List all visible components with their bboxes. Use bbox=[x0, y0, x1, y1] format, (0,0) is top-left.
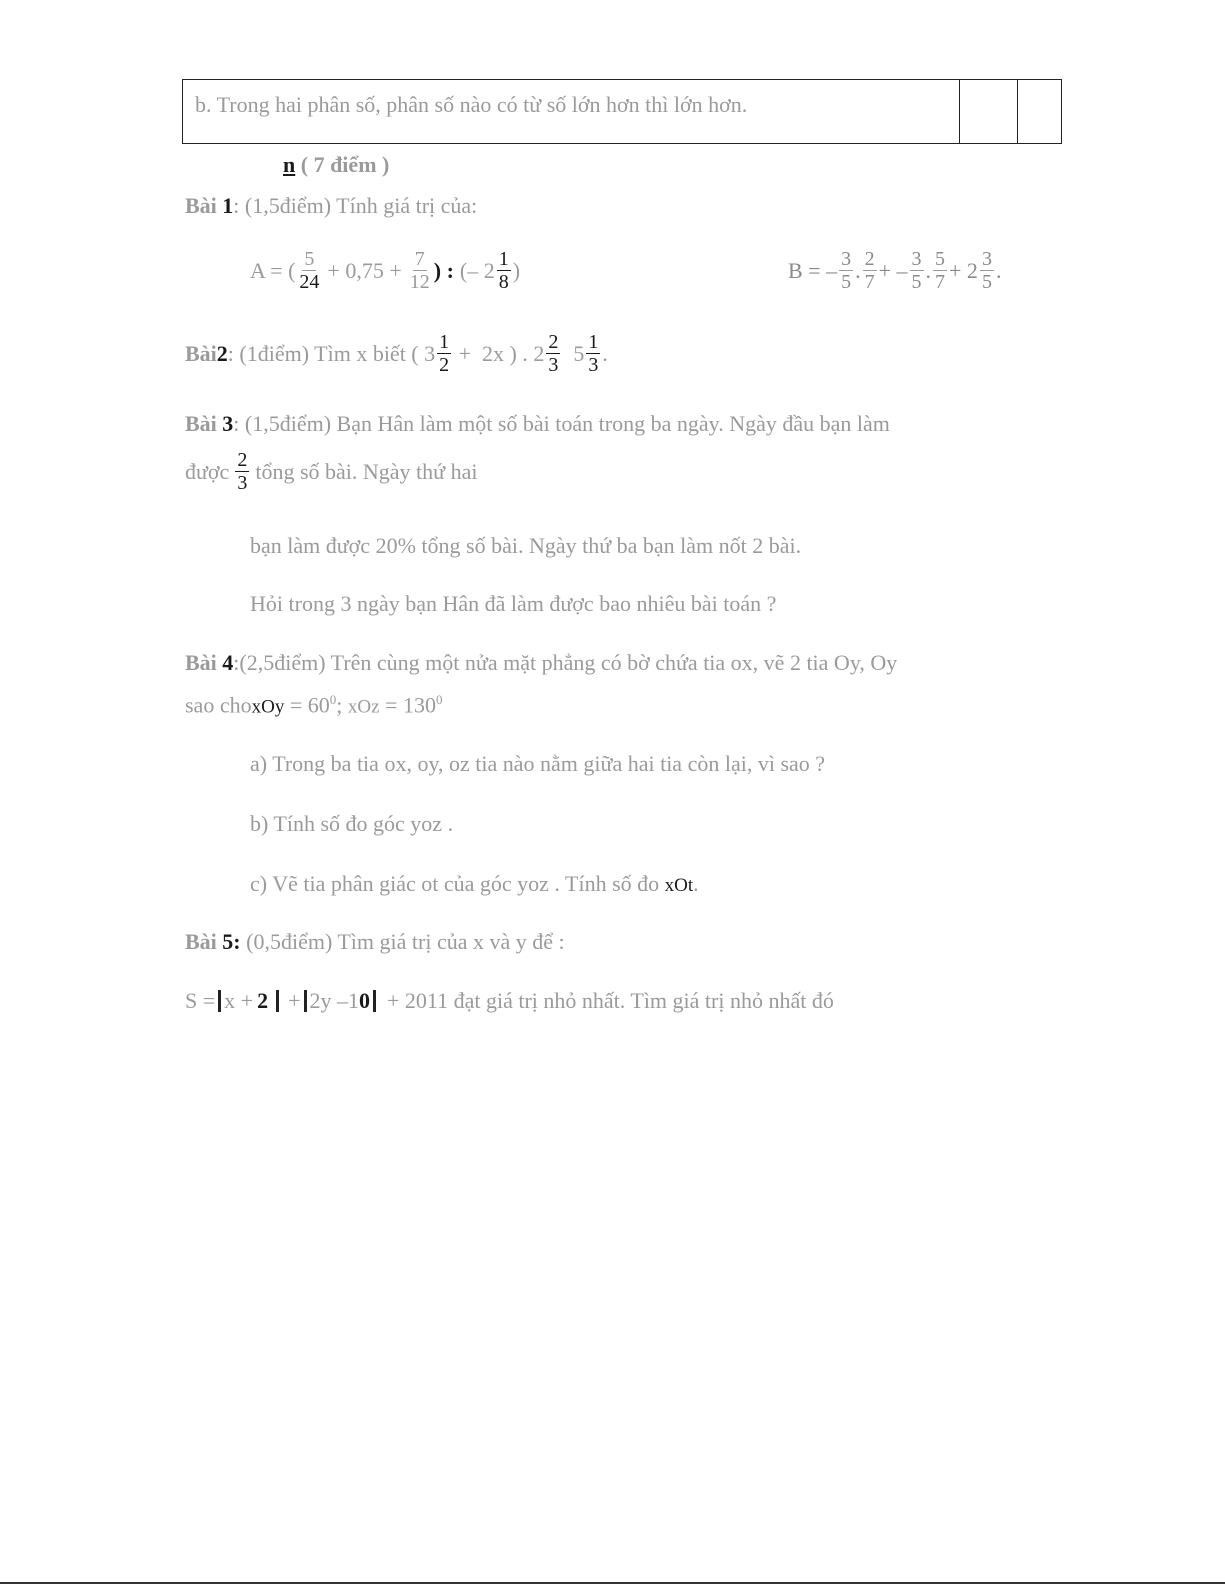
frac-numerator: 5 bbox=[304, 248, 315, 270]
bai2-eq: 5 bbox=[562, 340, 585, 366]
bai3-label: Bài bbox=[185, 411, 223, 436]
frac-numerator: 2 bbox=[237, 449, 248, 471]
expr-b-frac-4 bbox=[933, 248, 947, 293]
expr-a-close: ) bbox=[512, 257, 521, 283]
bai3-text-2a: được bbox=[185, 458, 230, 484]
bai5-number: 5: bbox=[222, 929, 241, 954]
bai5-s6: 0 bbox=[359, 988, 370, 1013]
expr-b-frac-5 bbox=[980, 248, 994, 293]
bai1-heading bbox=[185, 193, 477, 219]
abs-bar-open-1 bbox=[218, 990, 221, 1012]
angle-xoz: xOz bbox=[347, 696, 380, 718]
frac-denominator: 7 bbox=[864, 271, 875, 293]
frac-denominator: 24 bbox=[299, 271, 320, 293]
expr-b-frac-1 bbox=[839, 248, 853, 293]
bai2-frac-3 bbox=[586, 331, 600, 376]
expression-a bbox=[250, 248, 520, 293]
frac-denominator: 3 bbox=[548, 354, 559, 376]
abs-bar-close-1 bbox=[276, 990, 279, 1012]
bai4-part-c-end: . bbox=[693, 871, 699, 896]
bai4-part-a: a) Trong ba tia ox, oy, oz tia nào nằm giữa hai tia còn lại, vì sao ? bbox=[250, 751, 826, 776]
frac-numerator: 3 bbox=[841, 248, 852, 270]
bai2-desc: : (1điểm) Tìm x biết ( 3 bbox=[227, 340, 436, 366]
expr-a-lhs: A = ( bbox=[250, 257, 296, 283]
bai2-frac-2 bbox=[546, 331, 560, 376]
frac-denominator: 8 bbox=[498, 271, 509, 293]
expr-a-frac-3 bbox=[497, 248, 511, 293]
expr-a-frac-2 bbox=[408, 248, 432, 293]
table-cell-divider-2 bbox=[1017, 80, 1018, 143]
bai3-text-2b: tổng số bài. Ngày thứ hai bbox=[255, 458, 478, 484]
bai2-end: . bbox=[602, 340, 608, 366]
section-heading bbox=[283, 152, 389, 178]
abs-bar-open-2 bbox=[304, 990, 307, 1012]
bai5-desc: (0,5điểm) Tìm giá trị của x và y để : bbox=[240, 929, 565, 954]
degree-1: 0 bbox=[329, 692, 337, 707]
frac-numerator: 7 bbox=[414, 248, 425, 270]
bai5-line2 bbox=[185, 988, 834, 1014]
bai3-frac bbox=[235, 449, 249, 494]
bai5-s4: + bbox=[288, 988, 301, 1013]
bai3-line3: bạn làm được 20% tổng số bài. Ngày thứ ba bạn làm nốt 2 bài. bbox=[250, 533, 802, 558]
bai4-part-c-text: c) Vẽ tia phân giác ot của góc yoz . Tính số đo bbox=[250, 871, 665, 896]
page-bottom-rule bbox=[0, 1582, 1225, 1584]
table-cell-divider-1 bbox=[959, 80, 960, 143]
bai4-label: Bài bbox=[185, 650, 223, 675]
bai1-description: : (1,5điểm) Tính giá trị của: bbox=[233, 193, 478, 218]
expr-b-end: . bbox=[995, 257, 1002, 283]
frac-denominator: 3 bbox=[588, 354, 599, 376]
bai5-s5: 2y –1 bbox=[309, 988, 359, 1013]
expr-b-dot-2: . bbox=[925, 257, 932, 283]
angle-xot: xOt bbox=[664, 875, 694, 896]
bai2-line bbox=[185, 331, 608, 376]
frac-denominator: 3 bbox=[237, 472, 248, 494]
frac-denominator: 5 bbox=[841, 271, 852, 293]
section-heading-points: ( 7 điểm ) bbox=[300, 152, 390, 177]
frac-numerator: 1 bbox=[588, 331, 599, 353]
bai5-label: Bài bbox=[185, 929, 223, 954]
bai4-part-c bbox=[250, 871, 699, 897]
bai4-text-2d: = 130 bbox=[379, 692, 436, 718]
bai4-text-1: :(2,5điểm) Trên cùng một nửa mặt phẳng có bờ chứa tia ox, vẽ 2 tia Oy, Oy bbox=[233, 650, 898, 675]
section-heading-prefix: n bbox=[283, 152, 296, 177]
abs-bar-close-2 bbox=[373, 990, 376, 1012]
bai5-s2: x + bbox=[224, 988, 254, 1013]
expr-b-op-2: + 2 bbox=[949, 257, 978, 283]
bai3-line1 bbox=[185, 411, 890, 437]
expr-a-op: ) : bbox=[433, 257, 454, 283]
frac-denominator: 7 bbox=[935, 271, 946, 293]
frac-numerator: 3 bbox=[981, 248, 992, 270]
frac-denominator: 5 bbox=[981, 271, 992, 293]
table-cell-statement: b. Trong hai phân số, phân số nào có từ số lớn hơn thì lớn hơn. bbox=[195, 92, 748, 117]
frac-numerator: 1 bbox=[439, 331, 450, 353]
bai5-line1 bbox=[185, 929, 565, 955]
bai5-s: S = bbox=[185, 988, 216, 1013]
bai2-mid: + 2x ) . 2 bbox=[453, 340, 545, 366]
frac-numerator: 1 bbox=[498, 248, 509, 270]
bai3-number: 3 bbox=[222, 411, 234, 436]
bai1-number: 1 bbox=[222, 193, 234, 218]
frac-denominator: 5 bbox=[911, 271, 922, 293]
expr-b-dot-1: . bbox=[855, 257, 861, 283]
bai1-label: Bài bbox=[185, 193, 223, 218]
expr-b-frac-2 bbox=[863, 248, 877, 293]
bai5-s7: + 2011 đạt giá trị nhỏ nhất. Tìm giá trị nhỏ nhất đó bbox=[387, 988, 834, 1013]
expr-a-after: (– 2 bbox=[459, 257, 495, 283]
angle-xoy: xOy bbox=[251, 696, 285, 718]
frac-numerator: 3 bbox=[911, 248, 922, 270]
bai4-text-2c: ; bbox=[336, 692, 348, 718]
bai2-frac-1 bbox=[437, 331, 451, 376]
bai2-label: Bài bbox=[185, 340, 217, 366]
bai4-part-b: b) Tính số đo góc yoz . bbox=[250, 811, 454, 836]
bai4-number: 4 bbox=[222, 650, 234, 675]
bai4-line1 bbox=[185, 650, 897, 676]
table-row-b bbox=[182, 79, 1062, 144]
expr-a-frac-1 bbox=[297, 248, 321, 293]
expr-b-frac-3 bbox=[910, 248, 924, 293]
expression-b bbox=[788, 248, 1001, 293]
frac-denominator: 12 bbox=[409, 271, 430, 293]
bai4-line2 bbox=[185, 692, 442, 718]
bai5-s3: 2 bbox=[257, 988, 269, 1013]
frac-numerator: 5 bbox=[935, 248, 946, 270]
frac-numerator: 2 bbox=[548, 331, 559, 353]
bai3-text-1: : (1,5điểm) Bạn Hân làm một số bài toán trong ba ngày. Ngày đầu bạn làm bbox=[233, 411, 890, 436]
bai2-number: 2 bbox=[216, 340, 228, 366]
degree-2: 0 bbox=[435, 692, 443, 707]
bai4-text-2a: sao cho bbox=[185, 692, 252, 718]
bai4-text-2b: = 60 bbox=[284, 692, 330, 718]
expr-b-op-1: + – bbox=[878, 257, 908, 283]
expr-a-mid: + 0,75 + bbox=[327, 257, 402, 283]
frac-numerator: 2 bbox=[864, 248, 875, 270]
bai3-line2 bbox=[185, 449, 477, 494]
expr-b-lhs: B = – bbox=[788, 257, 838, 283]
frac-denominator: 2 bbox=[439, 354, 450, 376]
bai3-line4: Hỏi trong 3 ngày bạn Hân đã làm được bao nhiêu bài toán ? bbox=[250, 591, 777, 616]
